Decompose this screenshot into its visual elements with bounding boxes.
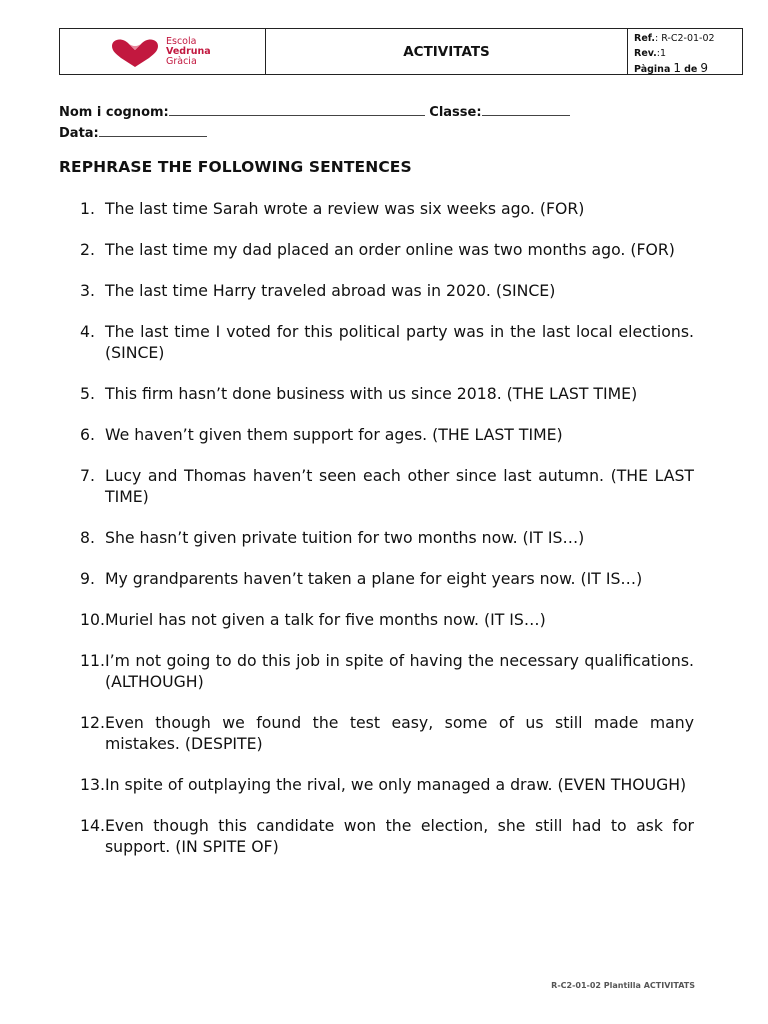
item-text: Lucy and Thomas haven’t seen each other since last autumn. (THE LAST TIME) <box>105 466 694 506</box>
class-field[interactable] <box>482 101 570 116</box>
item-number: 1. <box>80 199 95 218</box>
logo-wordmark <box>166 37 211 67</box>
document-title: ACTIVITATS <box>266 29 628 74</box>
ref-value: : R-C2-01-02 <box>654 33 715 44</box>
item-text: The last time my dad placed an order online was two months ago. (FOR) <box>105 240 675 259</box>
item-number: 12. <box>80 713 105 732</box>
exercise-item <box>80 465 694 507</box>
item-number: 4. <box>80 322 95 341</box>
item-text: Muriel has not given a talk for five months now. (IT IS…) <box>105 610 546 629</box>
page-current: 1 <box>673 61 682 75</box>
page-line <box>634 61 736 77</box>
name-field[interactable] <box>169 101 425 116</box>
item-text: She hasn’t given private tuition for two months now. (IT IS…) <box>105 528 585 547</box>
rev-value: :1 <box>656 48 667 59</box>
exercise-item <box>80 239 694 260</box>
item-text: Even though this candidate won the election, she still had to ask for support. (IN SPITE OF) <box>105 816 694 856</box>
item-number: 9. <box>80 569 95 588</box>
exercise-item <box>80 424 694 445</box>
item-number: 14. <box>80 816 105 835</box>
class-label: Classe: <box>429 105 482 120</box>
logo-line: Gràcia <box>166 55 197 67</box>
item-text: I’m not going to do this job in spite of having the necessary qualifications. (ALTHOUGH) <box>105 651 694 691</box>
exercise-item <box>80 568 694 589</box>
section-heading: REPHRASE THE FOLLOWING SENTENCES <box>59 158 412 176</box>
item-number: 6. <box>80 425 95 444</box>
page-label: Pàgina <box>634 64 671 75</box>
item-text: This firm hasn’t done business with us since 2018. (THE LAST TIME) <box>105 384 638 403</box>
exercise-item <box>80 527 694 548</box>
exercise-item <box>80 280 694 301</box>
item-number: 3. <box>80 281 95 300</box>
item-text: Even though we found the test easy, some of us still made many mistakes. (DESPITE) <box>105 713 694 753</box>
item-number: 8. <box>80 528 95 547</box>
date-field[interactable] <box>99 122 207 137</box>
heart-logo-icon <box>108 37 162 67</box>
item-number: 13. <box>80 775 105 794</box>
logo-line: Escola <box>166 35 197 47</box>
item-text: My grandparents haven’t taken a plane for eight years now. (IT IS…) <box>105 569 643 588</box>
date-row <box>59 122 570 143</box>
exercise-list <box>80 198 694 877</box>
item-text: We haven’t given them support for ages. (THE LAST TIME) <box>105 425 563 444</box>
exercise-item <box>80 815 694 857</box>
item-number: 2. <box>80 240 95 259</box>
page-total: 9 <box>700 61 708 75</box>
item-number: 5. <box>80 384 95 403</box>
rev-line <box>634 46 736 61</box>
name-label: Nom i cognom: <box>59 105 169 120</box>
page-of: de <box>684 64 698 75</box>
document-header <box>59 28 743 75</box>
logo-line: Vedruna <box>166 45 211 57</box>
item-text: In spite of outplaying the rival, we only managed a draw. (EVEN THOUGH) <box>105 775 687 794</box>
exercise-item <box>80 650 694 692</box>
ref-line <box>634 31 736 46</box>
item-number: 10. <box>80 610 105 629</box>
school-logo <box>60 29 266 74</box>
item-text: The last time Harry traveled abroad was in 2020. (SINCE) <box>105 281 556 300</box>
name-class-row <box>59 101 570 122</box>
document-meta <box>628 29 742 74</box>
ref-label: Ref. <box>634 33 655 44</box>
exercise-item <box>80 321 694 363</box>
exercise-item <box>80 774 694 795</box>
exercise-item <box>80 712 694 754</box>
rev-label: Rev. <box>634 48 657 59</box>
student-fields <box>59 101 570 143</box>
exercise-item <box>80 198 694 219</box>
item-number: 11. <box>80 651 105 670</box>
date-label: Data: <box>59 126 99 141</box>
item-number: 7. <box>80 466 95 485</box>
page-footer: R-C2-01-02 Plantilla ACTIVITATS <box>551 981 695 990</box>
exercise-item <box>80 609 694 630</box>
exercise-item <box>80 383 694 404</box>
item-text: The last time Sarah wrote a review was six weeks ago. (FOR) <box>105 199 585 218</box>
item-text: The last time I voted for this political party was in the last local elections. (SINCE) <box>105 322 694 362</box>
